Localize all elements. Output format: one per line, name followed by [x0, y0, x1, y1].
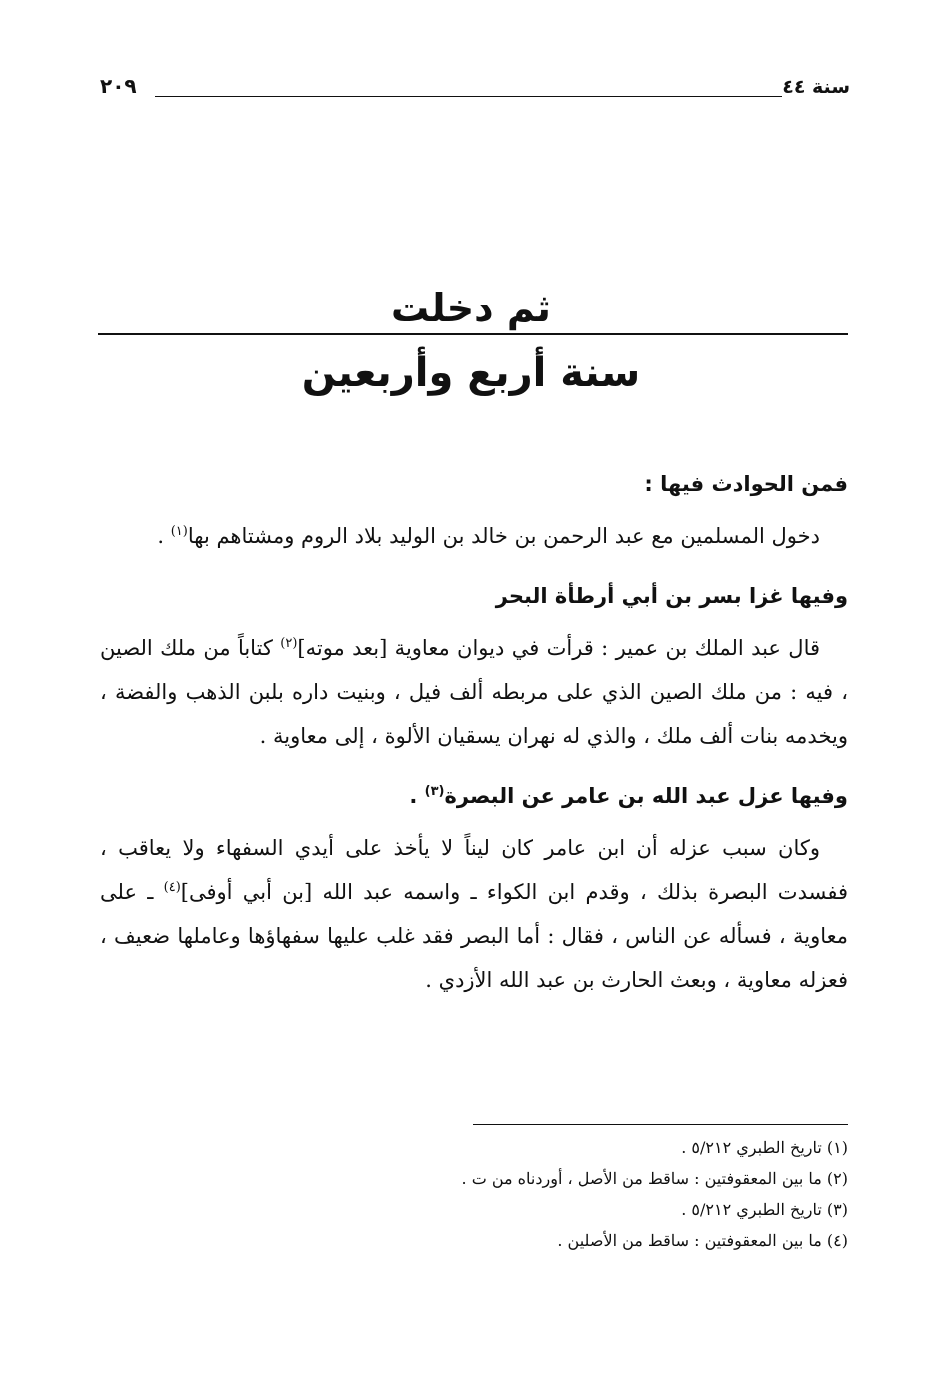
paragraph-text: وكان سبب عزله أن ابن عامر كان ليناً لا يأخذ على أيدي السفهاء ولا يعاقب ، ففسدت البصرة بذلك ، وقدم ابن الكواء ـ واسمه عبد الله [بن أبي أوفى] [100, 836, 848, 904]
section-heading-busr: وفيها غزا بسر بن أبي أرطأة البحر [495, 584, 848, 608]
footnote-ref-2: (٢) [280, 636, 298, 651]
heading-tail: . [409, 784, 425, 808]
footnote-ref-4: (٤) [163, 880, 181, 895]
paragraph-text-cont: كتاباً من ملك الصين ، فيه : من ملك الصين الذي على مربطه ألف فيل ، وبنيت داره بلبن الذهب والفضة ، ويخدمه بنات ألف ملك ، والذي له نهران يسقيان الألوة ، إلى معاوية . [100, 636, 848, 748]
chapter-heading-top: ثم دخلت [391, 286, 551, 330]
footnote-rule [473, 1124, 848, 1125]
section-heading-dismissal [100, 774, 848, 818]
body-text [100, 462, 848, 1002]
heading-text: وفيها عزل عبد الله بن عامر عن البصرة [444, 784, 848, 808]
paragraph-entry-rome [100, 514, 848, 558]
paragraph-text: دخول المسلمين مع عبد الرحمن بن خالد بن الوليد بلاد الروم ومشتاهم بها [187, 524, 820, 548]
paragraph-china-letter [100, 626, 848, 758]
footnotes [100, 1132, 848, 1256]
running-header [100, 72, 850, 112]
paragraph-tail: . [157, 524, 171, 548]
footnote-2: (٢) ما بين المعقوفتين : ساقط من الأصل ، أوردناه من ت . [461, 1169, 848, 1188]
footnote-ref-3: (٣) [424, 784, 445, 799]
footnote-4: (٤) ما بين المعقوفتين : ساقط من الأصلين . [557, 1231, 848, 1250]
paragraph-dismissal-reason [100, 826, 848, 1002]
running-header-title: سنة ٤٤ [782, 76, 850, 98]
footnote-ref-1: (١) [170, 524, 188, 539]
footnote-3: (٣) تاريخ الطبري ٥/٢١٢ . [681, 1200, 848, 1219]
footnote-1: (١) تاريخ الطبري ٥/٢١٢ . [681, 1138, 848, 1157]
header-rule [155, 96, 782, 97]
section-heading-events: فمن الحوادث فيها : [644, 472, 848, 496]
chapter-rule [98, 333, 848, 335]
paragraph-text: قال عبد الملك بن عمير : قرأت في ديوان معاوية [بعد موته] [297, 636, 821, 660]
chapter-heading-main: سنة أربع وأربعين [301, 350, 641, 396]
paragraph-text-cont: ـ على معاوية ، فسأله عن الناس ، فقال : أما البصر فقد غلب عليها سفهاؤها وعاملها ضعيف ، فعزله معاوية ، وبعث الحارث بن عبد الله الأزدي . [100, 880, 848, 992]
page-number: ٢٠٩ [100, 74, 137, 98]
